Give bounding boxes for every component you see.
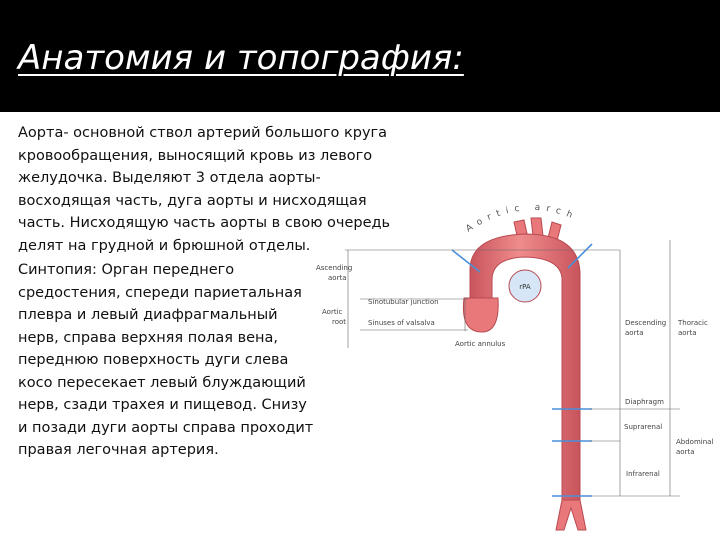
label-ascending-2: aorta — [328, 274, 347, 282]
rpa-label: rPA — [519, 283, 531, 291]
label-aortic-root-2: root — [332, 318, 347, 326]
paragraph-syntopy: Синтопия: Орган переднего средостения, спереди париетальная плевра и левый диафрагмальный нерв, справа верхняя полая вена, переднюю поверхность дуги слева косо пересекает левый блуждающий нерв, сзади трахея и пищевод. Снизу и позади дуги аорты справа проходит правая легочная артерия. — [18, 262, 314, 458]
label-infrarenal: Infrarenal — [626, 470, 660, 478]
label-sinotubular: Sinotubular junction — [368, 298, 439, 306]
title-bar — [0, 0, 720, 112]
label-descending: Descending — [625, 319, 667, 327]
label-suprarenal: Suprarenal — [624, 423, 663, 431]
label-thoracic-2: aorta — [678, 329, 697, 337]
label-descending-2: aorta — [625, 329, 644, 337]
slide-title: Анатомия и топография: — [18, 38, 464, 78]
aorta-diagram — [300, 200, 720, 540]
label-aortic-root: Aortic — [322, 308, 343, 316]
label-ascending: Ascending — [316, 264, 353, 272]
label-thoracic: Thoracic — [678, 319, 708, 327]
label-sinuses: Sinuses of valsalva — [368, 319, 435, 327]
label-abdominal: Abdominal — [676, 438, 714, 446]
aortic-arch-label: Aortic arch — [464, 202, 580, 235]
label-abdominal-2: aorta — [676, 448, 695, 456]
label-annulus: Aortic annulus — [455, 340, 506, 348]
paragraph-aorta-description: Аорта- основной ствол артерий большого круга кровообращения, выносящий кровь из левого желудочка. Выделяют 3 отдела аорты- восходящая часть, дуга аорты и нисходящая часть. Нисходящую часть аорты в свою очередь делят на грудной и брюшной отделы. — [18, 125, 391, 254]
label-diaphragm: Diaphragm — [625, 398, 664, 406]
